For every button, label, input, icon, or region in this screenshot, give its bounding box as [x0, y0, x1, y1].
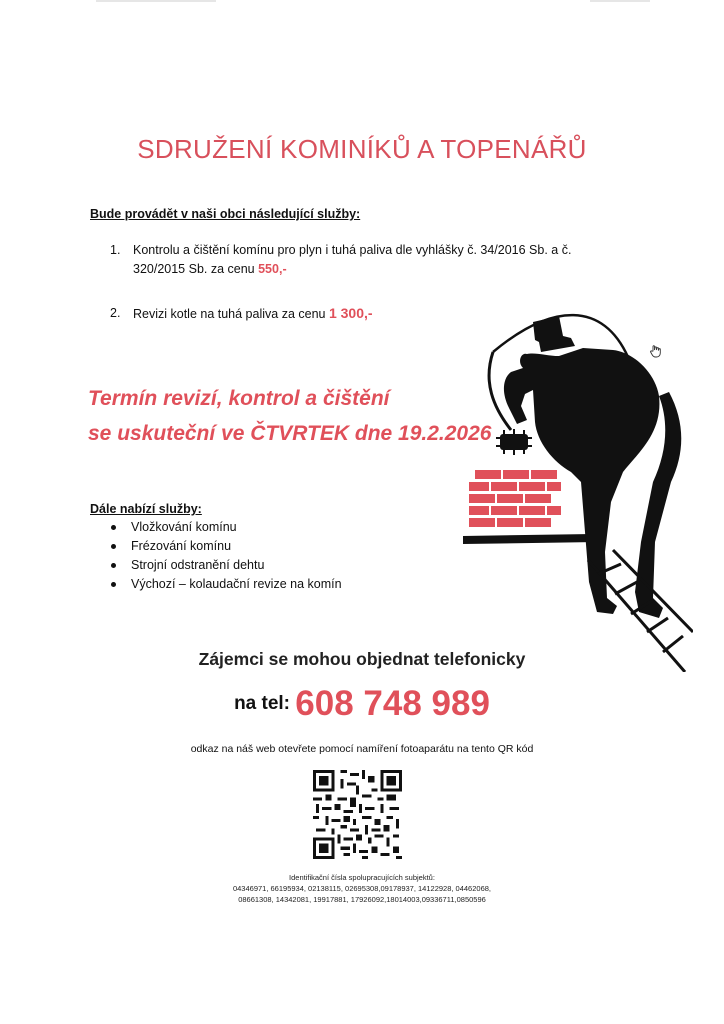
list-item: Vložkování komínu — [110, 518, 342, 537]
service-text-line2: 320/2015 Sb. za cenu — [133, 262, 259, 276]
identification-heading: Identifikační čísla spolupracujících subjektů: — [289, 873, 435, 882]
list-item: Strojní odstranění dehtu — [110, 556, 342, 575]
date-notice-line1: Termín revizí, kontrol a čištění — [88, 387, 390, 410]
service-number: 2. — [110, 306, 121, 320]
qr-code[interactable] — [313, 770, 402, 859]
identification-line: 08661308, 14342081, 19917881, 17926092,18014003,09336711,0850596 — [238, 895, 486, 904]
appointment-date-notice — [88, 381, 491, 451]
date-notice-line2: se uskuteční ve ČTVRTEK dne 19.2.2026 — [88, 422, 492, 445]
service-number: 1. — [110, 243, 121, 257]
chimney-sweep-illustration — [463, 312, 693, 672]
brick-chimney-icon — [468, 467, 563, 537]
service-text-line1: Revizi kotle na tuhá paliva za cenu — [133, 307, 329, 321]
service-price: 1 300,- — [328, 305, 373, 321]
hand-cursor-icon — [649, 344, 663, 358]
phone-line — [0, 684, 724, 724]
top-hat-icon — [533, 316, 575, 352]
service-text-line1: Kontrolu a čištění komínu pro plyn i tuhá paliva dle vyhlášky č. 34/2016 Sb. a č. — [133, 243, 572, 257]
brush-ball-icon — [496, 429, 532, 455]
service-text — [133, 241, 571, 279]
qr-caption: odkaz na náš web otevřete pomocí namíření fotoaparátu na tento QR kód — [190, 743, 534, 755]
order-heading: Zájemci se mohou objednat telefonicky — [198, 649, 526, 669]
list-item: Frézování komínu — [110, 537, 342, 556]
service-item — [110, 241, 610, 281]
page-title: SDRUŽENÍ KOMINÍKŮ A TOPENÁŘŮ — [137, 134, 587, 164]
scan-edge-mark — [590, 0, 650, 2]
scan-edge-mark — [96, 0, 216, 2]
phone-number[interactable]: 608 748 989 — [295, 684, 490, 723]
services-heading: Bude provádět v naši obci následující služby: — [90, 207, 361, 221]
list-item: Výchozí – kolaudační revize na komín — [110, 575, 342, 594]
service-text — [133, 304, 373, 324]
extra-services-list — [110, 518, 342, 594]
extra-services-heading: Dále nabízí služby: — [90, 502, 202, 516]
phone-label: na tel: — [234, 693, 296, 714]
service-price: 550,- — [258, 262, 287, 276]
identification-line: 04346971, 66195934, 02138115, 02695308,09178937, 14122928, 04462068, — [232, 884, 492, 893]
identification-numbers — [0, 872, 724, 905]
